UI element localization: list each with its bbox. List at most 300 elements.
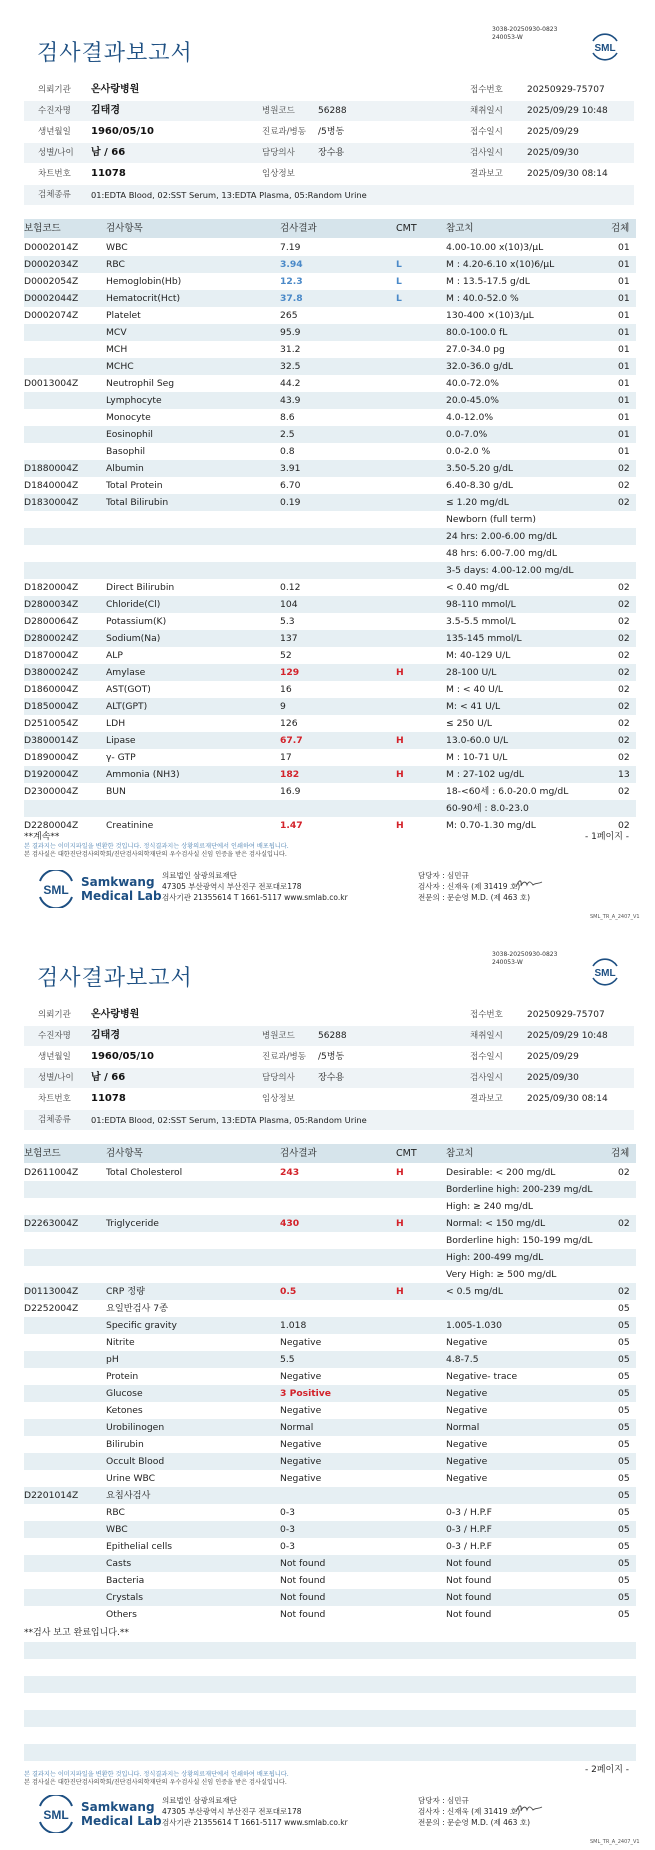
cell-code: D1840004Z (24, 480, 79, 491)
label-test-date: 검사일시 (470, 148, 503, 158)
label-test-date: 검사일시 (470, 1073, 503, 1083)
label-chart: 차트번호 (38, 1094, 71, 1104)
cell-ref: 27.0-34.0 pg (446, 344, 505, 355)
cell-result: Negative (280, 1371, 322, 1382)
cell-ref: 0.0-7.0% (446, 429, 488, 440)
cell-specimen: 01 (618, 378, 630, 389)
doc-no-line2: 240053-W (492, 959, 523, 966)
table-row (24, 1436, 636, 1453)
patient-header (24, 80, 634, 206)
cell-ref: 32.0-36.0 g/dL (446, 361, 514, 372)
cell-code: D0002014Z (24, 242, 79, 253)
cell-specimen: 02 (618, 497, 630, 508)
cell-code: D0002054Z (24, 276, 79, 287)
blank-row (24, 1710, 636, 1727)
cell-result: Negative (280, 1456, 322, 1467)
cell-result: 0.19 (280, 497, 301, 508)
value-hosp-code: 56288 (318, 1031, 347, 1041)
value-dept: /5병동 (318, 1052, 345, 1062)
svg-text:SML: SML (594, 43, 616, 54)
cell-cmt: H (396, 820, 404, 831)
org-info (162, 870, 348, 903)
table-row (24, 358, 636, 375)
col-item: 검사항목 (106, 223, 143, 234)
col-cmt: CMT (396, 1148, 417, 1159)
cell-result: Not found (280, 1558, 326, 1569)
table-row (24, 1368, 636, 1385)
cell-item: MCV (106, 327, 127, 338)
blank-row (24, 1727, 636, 1744)
table-row (24, 341, 636, 358)
cell-item: Albumin (106, 463, 144, 474)
cell-ref: 3.50-5.20 g/dL (446, 463, 514, 474)
cell-result: 44.2 (280, 378, 301, 389)
col-specimen: 검체 (611, 223, 630, 234)
label-patient: 수진자명 (38, 106, 71, 116)
cell-item: Lymphocyte (106, 395, 162, 406)
cell-result: 2.5 (280, 429, 295, 440)
cell-result: 0-3 (280, 1541, 296, 1552)
cell-code: D2611004Z (24, 1167, 79, 1178)
cell-specimen: 02 (618, 701, 630, 712)
cell-ref: Not found (446, 1609, 492, 1620)
cell-ref: M: < 41 U/L (446, 701, 501, 712)
cell-ref: 3-5 days: 4.00-12.00 mg/dL (446, 565, 574, 576)
cell-ref: High: ≥ 240 mg/dL (446, 1201, 534, 1212)
table-row (24, 562, 636, 579)
label-doctor: 담당의사 (262, 148, 295, 158)
cell-result: 67.7 (280, 735, 303, 746)
cell-ref: Negative (446, 1439, 488, 1450)
value-test-date: 2025/09/30 (527, 1073, 579, 1083)
cell-item: Sodium(Na) (106, 633, 161, 644)
table-row (24, 290, 636, 307)
col-cmt: CMT (396, 223, 417, 234)
cell-specimen: 05 (618, 1439, 630, 1450)
cell-result: 5.5 (280, 1354, 295, 1365)
footer-sml-logo-icon (36, 1795, 76, 1833)
cell-result: 3.94 (280, 259, 303, 270)
label-doctor: 담당의사 (262, 1073, 295, 1083)
cell-specimen: 01 (618, 395, 630, 406)
cell-code: D2201014Z (24, 1490, 79, 1501)
table-row (24, 630, 636, 647)
cell-ref: 80.0-100.0 fL (446, 327, 508, 338)
cell-cmt: L (396, 293, 402, 304)
table-row (24, 613, 636, 630)
cell-result: 7.19 (280, 242, 301, 253)
table-row (24, 681, 636, 698)
table-row (24, 392, 636, 409)
cell-result: 1.47 (280, 820, 303, 831)
value-hosp-code: 56288 (318, 106, 347, 116)
label-sex-age: 성별/나이 (38, 148, 74, 158)
cell-specimen: 05 (618, 1388, 630, 1399)
cell-ref: 98-110 mmol/L (446, 599, 516, 610)
cell-ref: 40.0-72.0% (446, 378, 499, 389)
cell-ref: Negative (446, 1473, 488, 1484)
cell-code: D2510054Z (24, 718, 79, 729)
cell-code: D0113004Z (24, 1286, 79, 1297)
results-table-page-1 (24, 239, 636, 834)
staff-name: 심민규 (447, 1796, 469, 1805)
table-row (24, 1232, 636, 1249)
table-row (24, 239, 636, 256)
cell-ref: Newborn (full term) (446, 514, 536, 525)
cell-ref: High: 200-499 mg/dL (446, 1252, 544, 1263)
cell-code: D3800014Z (24, 735, 79, 746)
cell-specimen: 05 (618, 1524, 630, 1535)
value-report-date: 2025/09/30 08:14 (527, 1094, 608, 1104)
cell-ref: Desirable: < 200 mg/dL (446, 1167, 556, 1178)
cell-item: RBC (106, 1507, 125, 1518)
cell-code: D2300004Z (24, 786, 79, 797)
cell-specimen: 05 (618, 1592, 630, 1603)
table-row (24, 528, 636, 545)
label-chart: 차트번호 (38, 169, 71, 179)
cell-code: D2280004Z (24, 820, 79, 831)
table-row (24, 579, 636, 596)
table-row (24, 783, 636, 800)
cell-ref: M : 13.5-17.5 g/dL (446, 276, 530, 287)
table-row (24, 1164, 636, 1181)
cell-code: D0002074Z (24, 310, 79, 321)
table-row (24, 715, 636, 732)
label-dept: 진료과/병동 (262, 1052, 306, 1062)
cell-result: 9 (280, 701, 286, 712)
blank-row (24, 1659, 636, 1676)
cell-specimen: 05 (618, 1371, 630, 1382)
cell-specimen: 05 (618, 1422, 630, 1433)
cell-item: 요일반검사 7종 (106, 1303, 169, 1314)
table-row (24, 766, 636, 783)
cell-ref: 24 hrs: 2.00-6.00 mg/dL (446, 531, 557, 542)
cell-item: Bacteria (106, 1575, 145, 1586)
cell-ref: Negative- trace (446, 1371, 518, 1382)
svg-text:SML: SML (43, 883, 69, 897)
blank-row (24, 1744, 636, 1761)
label-report-date: 결과보고 (470, 169, 503, 179)
table-row (24, 307, 636, 324)
cell-ref: 135-145 mmol/L (446, 633, 522, 644)
value-test-date: 2025/09/30 (527, 148, 579, 158)
cell-result: 5.3 (280, 616, 295, 627)
value-doctor: 장수용 (318, 148, 345, 158)
cell-ref: M : < 40 U/L (446, 684, 504, 695)
cell-ref: 20.0-45.0% (446, 395, 499, 406)
brand-line1: Samkwang (81, 1800, 155, 1814)
cell-ref: Normal: < 150 mg/dL (446, 1218, 546, 1229)
col-item: 검사항목 (106, 1148, 143, 1159)
cell-specimen: 01 (618, 310, 630, 321)
cell-item: Amylase (106, 667, 146, 678)
cell-specimen: 01 (618, 276, 630, 287)
cell-specimen: 05 (618, 1354, 630, 1365)
value-collect-date: 2025/09/29 10:48 (527, 106, 608, 116)
table-row (24, 1198, 636, 1215)
cell-ref: Negative (446, 1405, 488, 1416)
results-table-header (24, 219, 636, 238)
table-row (24, 800, 636, 817)
col-result: 검사결과 (280, 223, 317, 234)
cell-result: 32.5 (280, 361, 301, 372)
cell-item: RBC (106, 259, 125, 270)
conversion-note: 본 결과지는 이미지파일을 변환한 것입니다. 정식결과지는 상황의료재단에서 인쇄하여 배포됩니다. (24, 1771, 289, 1778)
cell-ref: 1.005-1.030 (446, 1320, 502, 1331)
cell-code: D0013004Z (24, 378, 79, 389)
cell-item: Triglyceride (106, 1218, 159, 1229)
cell-result: 243 (280, 1167, 300, 1178)
cell-code: D2800024Z (24, 633, 79, 644)
org-contact: 검사기관 21355614 T 1661-5117 www.smlab.co.kr (162, 1818, 348, 1827)
cell-specimen: 01 (618, 446, 630, 457)
cell-result: 137 (280, 633, 298, 644)
cell-item: γ- GTP (106, 752, 136, 763)
cell-ref: Negative (446, 1388, 488, 1399)
cell-item: LDH (106, 718, 126, 729)
cell-result: Normal (280, 1422, 314, 1433)
cell-specimen: 02 (618, 684, 630, 695)
value-sex-age: 남 / 66 (91, 147, 126, 158)
cell-ref: 18-<60세 : 6.0-20.0 mg/dL (446, 786, 569, 797)
form-code: SML_TR_A_2407_V1 (590, 1839, 640, 1845)
cell-ref: < 0.5 mg/dL (446, 1286, 503, 1297)
page-number: - 1페이지 - (585, 832, 630, 842)
table-row (24, 1555, 636, 1572)
cell-result: Not found (280, 1575, 326, 1586)
signatories (418, 870, 530, 903)
table-row (24, 273, 636, 290)
label-receipt-date: 접수일시 (470, 1052, 503, 1062)
col-specimen: 검체 (611, 1148, 630, 1159)
cell-code: D1880004Z (24, 463, 79, 474)
cell-result: 8.6 (280, 412, 295, 423)
cell-specimen: 05 (618, 1558, 630, 1569)
cell-cmt: H (396, 735, 404, 746)
blank-row (24, 1693, 636, 1710)
value-receipt-date: 2025/09/29 (527, 1052, 579, 1062)
table-row (24, 1283, 636, 1300)
table-row (24, 1300, 636, 1317)
results-table-page-2 (24, 1164, 636, 1623)
label-specimen: 검체종류 (38, 1115, 71, 1125)
value-dept: /5병동 (318, 127, 345, 137)
cell-item: Eosinophil (106, 429, 153, 440)
cell-result: 37.8 (280, 293, 303, 304)
signature-icon (515, 877, 543, 891)
cell-item: Hemoglobin(Hb) (106, 276, 182, 287)
label-dob: 생년월일 (38, 1052, 71, 1062)
cell-result: 3 Positive (280, 1388, 332, 1399)
label-clinical: 임상정보 (262, 169, 295, 179)
results-table-header (24, 1144, 636, 1163)
cell-item: Urobilinogen (106, 1422, 165, 1433)
cell-cmt: L (396, 276, 402, 287)
cell-result: Not found (280, 1609, 326, 1620)
cell-ref: Not found (446, 1575, 492, 1586)
cell-code: D0002034Z (24, 259, 79, 270)
table-row (24, 1351, 636, 1368)
value-hospital: 온사랑병원 (91, 1009, 140, 1020)
table-row (24, 477, 636, 494)
cell-result: 129 (280, 667, 300, 678)
cell-specimen: 02 (618, 1167, 630, 1178)
doc-no-line1: 3038-20250930-0823 (492, 26, 558, 33)
page-number: - 2페이지 - (585, 1765, 630, 1775)
table-row (24, 1521, 636, 1538)
cell-specimen: 02 (618, 650, 630, 661)
table-row (24, 511, 636, 528)
cell-result: 95.9 (280, 327, 301, 338)
label-clinical: 임상정보 (262, 1094, 295, 1104)
staff-label: 담당자 : (418, 871, 445, 880)
label-collect-date: 채취일시 (470, 1031, 503, 1041)
cell-result: Not found (280, 1592, 326, 1603)
staff-label: 담당자 : (418, 1796, 445, 1805)
cell-item: ALP (106, 650, 123, 661)
certification-note: 본 검사실은 대한진단검사의학회/진단검사의학재단의 우수검사실 신임 인증을 받은 검사실입니다. (24, 1779, 287, 1786)
cell-item: BUN (106, 786, 126, 797)
value-collect-date: 2025/09/29 10:48 (527, 1031, 608, 1041)
table-row (24, 1266, 636, 1283)
certification-note: 본 검사실은 대한진단검사의학회/진단검사의학재단의 우수검사실 신임 인증을 받은 검사실입니다. (24, 851, 287, 858)
cell-item: Potassium(K) (106, 616, 167, 627)
cell-result: 52 (280, 650, 292, 661)
cell-ref: 3.5-5.5 mmol/L (446, 616, 516, 627)
cell-item: WBC (106, 1524, 128, 1535)
cell-result: 0-3 (280, 1524, 296, 1535)
value-receipt-no: 20250929-75707 (527, 85, 605, 95)
blank-rows (24, 1642, 636, 1761)
cell-result: 3.91 (280, 463, 301, 474)
report-complete-note: **검사 보고 완료입니다.** (24, 1628, 129, 1638)
staff-name: 심민규 (447, 871, 469, 880)
cell-item: Total Protein (106, 480, 163, 491)
cell-cmt: H (396, 1218, 404, 1229)
footer-sml-logo-icon (36, 870, 76, 908)
label-dob: 생년월일 (38, 127, 71, 137)
col-result: 검사결과 (280, 1148, 317, 1159)
table-row (24, 460, 636, 477)
value-patient: 김태경 (91, 105, 120, 116)
table-row (24, 1589, 636, 1606)
cell-ref: Very High: ≥ 500 mg/dL (446, 1269, 557, 1280)
svg-text:SML: SML (594, 968, 616, 979)
value-chart: 11078 (91, 168, 126, 179)
label-hosp-code: 병원코드 (262, 1031, 295, 1041)
value-receipt-no: 20250929-75707 (527, 1010, 605, 1020)
cell-ref: M: 40-129 U/L (446, 650, 511, 661)
cell-result: 0-3 (280, 1507, 296, 1518)
cell-result: 6.70 (280, 480, 301, 491)
table-row (24, 324, 636, 341)
table-row (24, 409, 636, 426)
cell-specimen: 02 (618, 735, 630, 746)
cell-result: 31.2 (280, 344, 301, 355)
col-ref: 참고치 (446, 1148, 474, 1159)
specialist-label: 전문의 : (418, 1818, 445, 1827)
label-report-date: 결과보고 (470, 1094, 503, 1104)
cell-item: Creatinine (106, 820, 154, 831)
cell-ref: 60-90세 : 8.0-23.0 (446, 803, 529, 814)
table-row (24, 256, 636, 273)
cell-specimen: 05 (618, 1609, 630, 1620)
cell-code: D1830004Z (24, 497, 79, 508)
cell-specimen: 05 (618, 1337, 630, 1348)
cell-specimen: 05 (618, 1320, 630, 1331)
value-chart: 11078 (91, 1093, 126, 1104)
cell-specimen: 02 (618, 633, 630, 644)
cell-result: 43.9 (280, 395, 301, 406)
cell-item: Lipase (106, 735, 136, 746)
cell-ref: Normal (446, 1422, 480, 1433)
cell-specimen: 05 (618, 1575, 630, 1586)
specialist-label: 전문의 : (418, 893, 445, 902)
value-dob: 1960/05/10 (91, 126, 154, 137)
brand-line2: Medical Lab (81, 1814, 162, 1828)
conversion-note: 본 결과지는 이미지파일을 변환한 것입니다. 정식결과지는 상황의료재단에서 인쇄하여 배포됩니다. (24, 843, 289, 850)
cell-result: 430 (280, 1218, 300, 1229)
value-doctor: 장수용 (318, 1073, 345, 1083)
table-row (24, 698, 636, 715)
cell-ref: M : 4.20-6.10 x(10)6/μL (446, 259, 555, 270)
value-sex-age: 남 / 66 (91, 1072, 126, 1083)
brand-line1: Samkwang (81, 875, 155, 889)
tester-name: 신재욱 (제 31419 호) (447, 1807, 521, 1816)
doc-no-line2: 240053-W (492, 34, 523, 41)
footer-brand (36, 870, 162, 912)
value-patient: 김태경 (91, 1030, 120, 1041)
blank-row (24, 1642, 636, 1659)
cell-ref: ≤ 250 U/L (446, 718, 493, 729)
cell-ref: Borderline high: 200-239 mg/dL (446, 1184, 593, 1195)
cell-result: 0.8 (280, 446, 295, 457)
value-receipt-date: 2025/09/29 (527, 127, 579, 137)
cell-result: Negative (280, 1473, 322, 1484)
cell-result: 0.12 (280, 582, 301, 593)
cell-specimen: 05 (618, 1456, 630, 1467)
cell-code: D1820004Z (24, 582, 79, 593)
label-collect-date: 채취일시 (470, 106, 503, 116)
patient-header (24, 1005, 634, 1131)
cell-specimen: 01 (618, 259, 630, 270)
cell-specimen: 05 (618, 1541, 630, 1552)
table-row (24, 732, 636, 749)
cell-cmt: L (396, 259, 402, 270)
table-row (24, 1249, 636, 1266)
report-title: 검사결과보고서 (37, 41, 193, 66)
cell-item: Basophil (106, 446, 146, 457)
label-sex-age: 성별/나이 (38, 1073, 74, 1083)
cell-item: Protein (106, 1371, 139, 1382)
cell-code: D1920004Z (24, 769, 79, 780)
label-patient: 수진자명 (38, 1031, 71, 1041)
cell-ref: M: 0.70-1.30 mg/dL (446, 820, 536, 831)
cell-ref: Negative (446, 1456, 488, 1467)
label-receipt-no: 접수번호 (470, 1010, 503, 1020)
table-row (24, 647, 636, 664)
cell-code: D2263004Z (24, 1218, 79, 1229)
cell-item: Specific gravity (106, 1320, 177, 1331)
cell-item: CRP 정량 (106, 1286, 146, 1297)
cell-specimen: 02 (618, 616, 630, 627)
org-name: 의료법인 삼광의료재단 (162, 1796, 237, 1805)
cell-item: Casts (106, 1558, 132, 1569)
cell-specimen: 02 (618, 582, 630, 593)
cell-specimen: 01 (618, 429, 630, 440)
cell-item: Ammonia (NH3) (106, 769, 180, 780)
cell-item: Direct Bilirubin (106, 582, 175, 593)
